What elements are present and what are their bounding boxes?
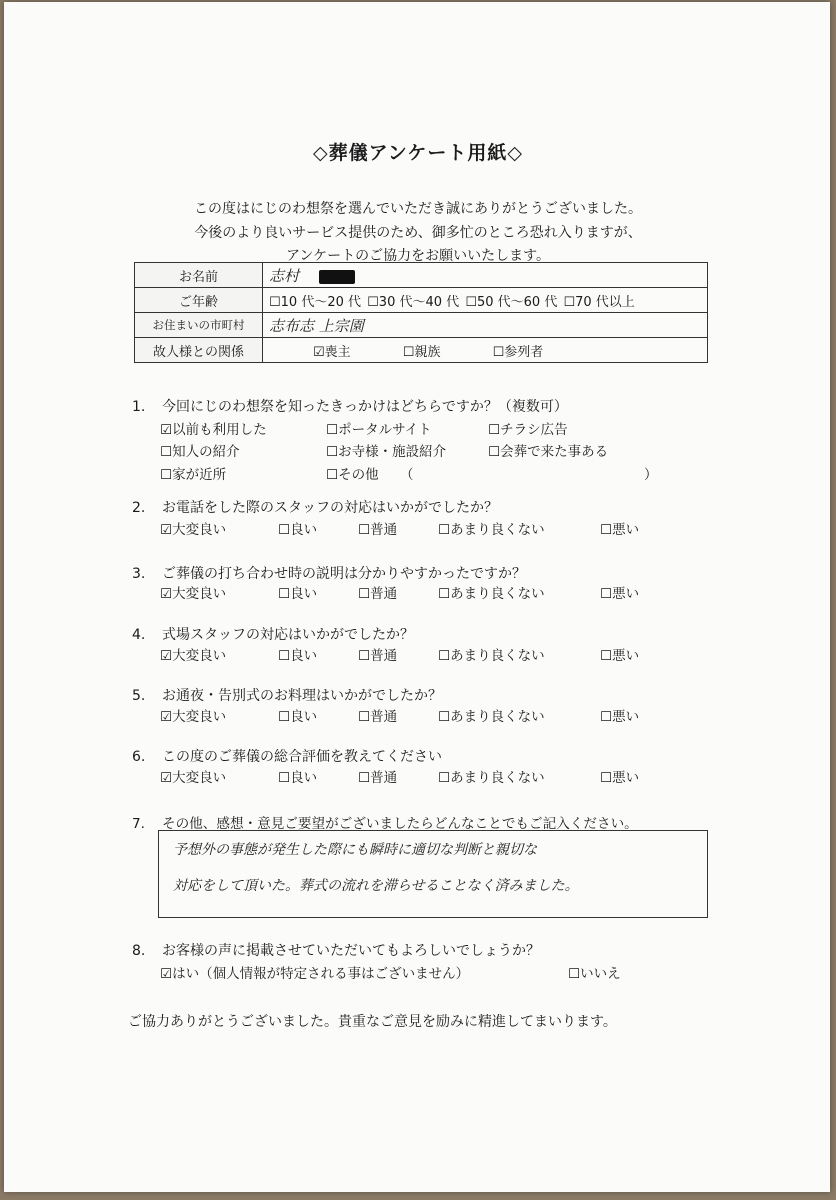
- q6-rating-options: [160, 766, 720, 786]
- relation-option-attendee[interactable]: ☐参列者: [492, 344, 544, 360]
- comment-box[interactable]: [158, 830, 708, 918]
- q4-option-very-good[interactable]: ☑大変良い: [160, 648, 227, 664]
- q6-option-bad[interactable]: ☐悪い: [600, 770, 640, 786]
- intro-line-1: この度はにじのわ想祭を選んでいただき誠にありがとうございました。: [194, 201, 642, 217]
- relation-option-relative[interactable]: ☐親族: [402, 344, 441, 360]
- question-number: 7.: [132, 816, 145, 832]
- q1-options: [160, 418, 720, 488]
- q2-option-very-good[interactable]: ☑大変良い: [160, 522, 227, 538]
- question-5: [132, 685, 442, 705]
- question-7: [132, 812, 638, 832]
- q3-option-very-good[interactable]: ☑大変良い: [160, 586, 227, 602]
- q5-option-very-good[interactable]: ☑大変良い: [160, 709, 227, 725]
- question-text: お客様の声に掲載させていただいてもよろしいでしょうか？: [162, 943, 540, 959]
- age-option-10s-20s[interactable]: ☐10 代～20 代: [269, 294, 362, 310]
- question-4: [132, 624, 414, 644]
- q1-option-other[interactable]: ☐その他: [326, 467, 379, 483]
- name-label: お名前: [135, 263, 263, 288]
- q2-option-good[interactable]: ☐良い: [278, 522, 318, 538]
- city-label: お住まいの市町村: [135, 313, 263, 338]
- respondent-info-table: [134, 262, 708, 363]
- city-value: 志布志 上宗園: [269, 316, 364, 335]
- question-1: [132, 396, 568, 416]
- question-3: [132, 563, 526, 583]
- q6-option-good[interactable]: ☐良い: [278, 770, 318, 786]
- relation-options: [263, 338, 708, 363]
- q2-option-average[interactable]: ☐普通: [358, 522, 398, 538]
- name-field: [263, 263, 708, 288]
- question-number: 1.: [132, 399, 146, 415]
- q6-option-not-good[interactable]: ☐あまり良くない: [438, 770, 545, 786]
- question-2: [132, 497, 498, 517]
- relation-label: 故人様との関係: [135, 338, 263, 363]
- q1-other-open-paren: （: [400, 467, 414, 483]
- q1-option-attended-funeral[interactable]: ☐会葬で来た事ある: [488, 444, 609, 460]
- comment-line-1: 予想外の事態が発生した際にも瞬時に適切な判断と親切な: [173, 842, 537, 858]
- q1-other-close-paren: ）: [644, 467, 658, 483]
- q1-option-used-before[interactable]: ☑以前も利用した: [160, 422, 267, 438]
- age-option-70s-plus[interactable]: ☐70 代以上: [563, 294, 635, 310]
- q8-option-no[interactable]: ☐いいえ: [568, 966, 621, 982]
- q5-option-good[interactable]: ☐良い: [278, 709, 318, 725]
- question-number: 6.: [132, 749, 146, 765]
- q5-rating-options: [160, 705, 720, 725]
- comment-line-2: 対応をして頂いた。葬式の流れを滞らせることなく済みました。: [173, 878, 579, 894]
- page-title: ◇葬儀アンケート用紙◇: [312, 142, 524, 164]
- question-number: 2.: [132, 500, 146, 516]
- q5-option-bad[interactable]: ☐悪い: [600, 709, 640, 725]
- question-number: 8.: [132, 943, 146, 959]
- q4-option-good[interactable]: ☐良い: [278, 648, 318, 664]
- q8-options: [160, 962, 720, 982]
- q6-option-very-good[interactable]: ☑大変良い: [160, 770, 227, 786]
- q5-option-not-good[interactable]: ☐あまり良くない: [438, 709, 545, 725]
- question-number: 4.: [132, 627, 146, 643]
- age-option-50s-60s[interactable]: ☐50 代～60 代: [465, 294, 558, 310]
- question-8: [132, 940, 540, 960]
- q3-option-not-good[interactable]: ☐あまり良くない: [438, 586, 545, 602]
- q6-option-average[interactable]: ☐普通: [358, 770, 398, 786]
- q1-option-acquaintance[interactable]: ☐知人の紹介: [160, 444, 240, 460]
- age-label: ご年齢: [135, 288, 263, 313]
- age-options: [263, 288, 708, 313]
- question-text: ご葬儀の打ち合わせ時の説明は分かりやすかったですか？: [162, 566, 526, 582]
- q1-option-flyer[interactable]: ☐チラシ広告: [488, 422, 568, 438]
- q3-option-average[interactable]: ☐普通: [358, 586, 398, 602]
- question-6: [132, 746, 442, 766]
- q4-rating-options: [160, 644, 720, 664]
- q2-rating-options: [160, 518, 720, 538]
- q3-option-good[interactable]: ☐良い: [278, 586, 318, 602]
- age-option-30s-40s[interactable]: ☐30 代～40 代: [367, 294, 460, 310]
- q4-option-not-good[interactable]: ☐あまり良くない: [438, 648, 545, 664]
- question-text: お電話をした際のスタッフの対応はいかがでしたか？: [162, 500, 498, 516]
- q4-option-average[interactable]: ☐普通: [358, 648, 398, 664]
- q1-option-portal-site[interactable]: ☐ポータルサイト: [326, 422, 432, 438]
- intro-line-3: アンケートのご協力をお願いいたします。: [285, 248, 551, 264]
- question-text: 今回にじのわ想祭を知ったきっかけはどちらですか？（複数可）: [162, 399, 568, 415]
- redaction-mark: [319, 270, 355, 284]
- question-text: 式場スタッフの対応はいかがでしたか？: [162, 627, 414, 643]
- q1-option-temple-facility[interactable]: ☐お寺様・施設紹介: [326, 444, 447, 460]
- q3-rating-options: [160, 582, 720, 602]
- question-number: 5.: [132, 688, 146, 704]
- q2-option-not-good[interactable]: ☐あまり良くない: [438, 522, 545, 538]
- q1-option-near-home[interactable]: ☐家が近所: [160, 467, 227, 483]
- city-field: [263, 313, 708, 338]
- question-number: 3.: [132, 566, 146, 582]
- question-text: この度のご葬儀の総合評価を教えてください: [162, 749, 442, 765]
- intro-line-2: 今後のより良いサービス提供のため、御多忙のところ恐れ入りますが、: [194, 225, 642, 241]
- question-text: お通夜・告別式のお料理はいかがでしたか？: [162, 688, 442, 704]
- q2-option-bad[interactable]: ☐悪い: [600, 522, 640, 538]
- q4-option-bad[interactable]: ☐悪い: [600, 648, 640, 664]
- q3-option-bad[interactable]: ☐悪い: [600, 586, 640, 602]
- q5-option-average[interactable]: ☐普通: [358, 709, 398, 725]
- name-value: 志村: [269, 266, 300, 285]
- closing-message: ご協力ありがとうございました。貴重なご意見を励みに精進してまいります。: [128, 1014, 617, 1030]
- relation-option-chief-mourner[interactable]: ☑喪主: [313, 344, 351, 360]
- question-text: その他、感想・意見ご要望がございましたらどんなことでもご記入ください。: [162, 816, 638, 832]
- q8-option-yes[interactable]: ☑はい（個人情報が特定される事はございません）: [160, 966, 470, 982]
